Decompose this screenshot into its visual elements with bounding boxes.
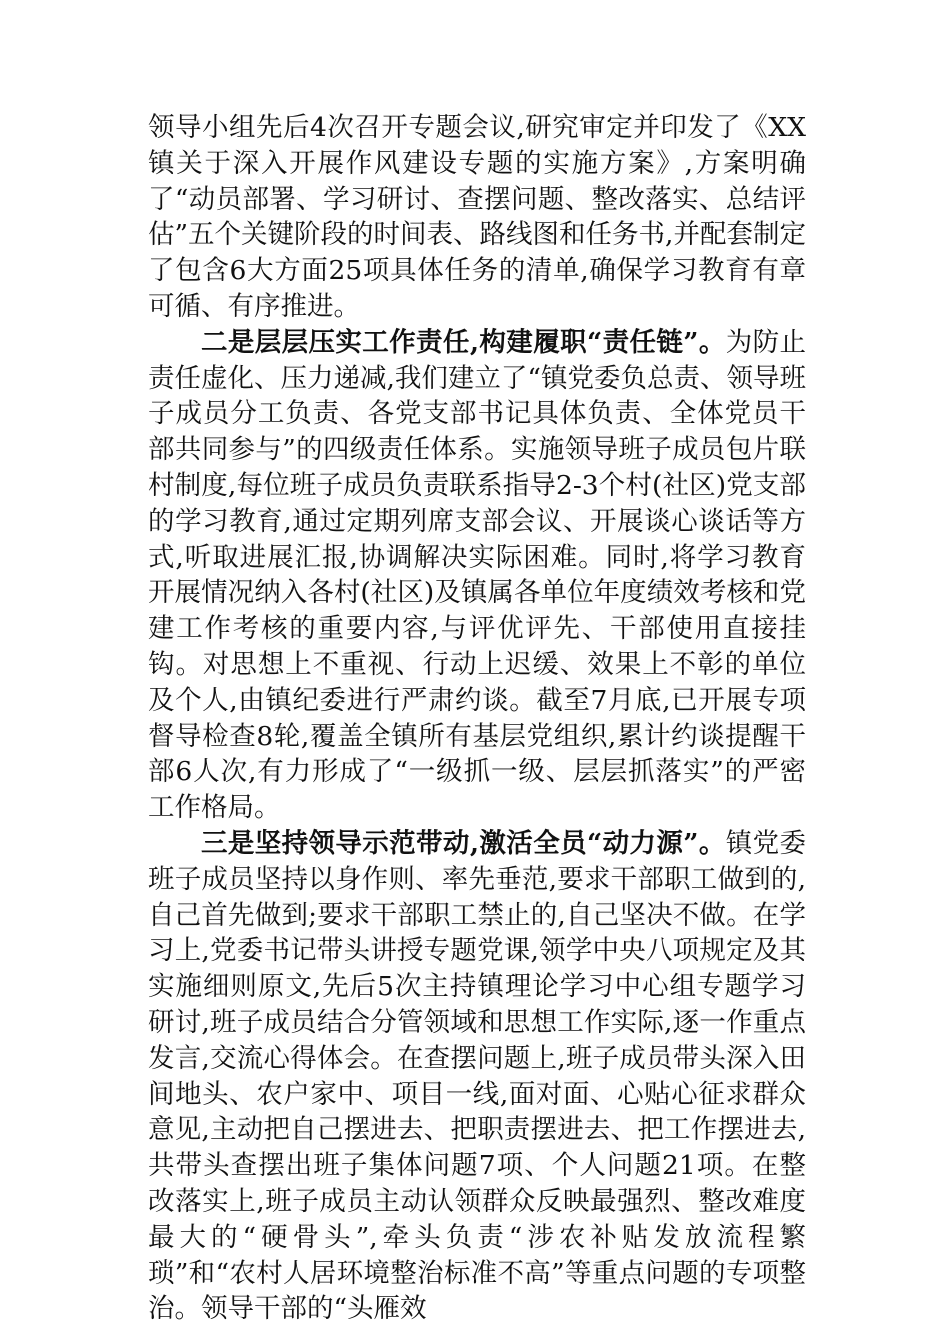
document-body: [148, 110, 806, 1327]
paragraph-1-body: 领导小组先后4次召开专题会议,研究审定并印发了《XX镇关于深入开展作风建设专题的实施方案》,方案明确了“动员部署、学习研讨、查摆问题、整改落实、总结评估”五个关键阶段的时间表、路线图和任务书,并配套制定了包含6大方面25项具体任务的清单,确保学习教育有章可循、有序推进。: [148, 112, 806, 322]
paragraph-3-body: 镇党委班子成员坚持以身作则、率先垂范,要求干部职工做到的,自己首先做到;要求干部职工禁止的,自己坚决不做。在学习上,党委书记带头讲授专题党课,领学中央八项规定及其实施细则原文,先后5次主持镇理论学习中心组专题学习研讨,班子成员结合分管领域和思想工作实际,逐一作重点发言,交流心得体会。在查摆问题上,班子成员带头深入田间地头、农户家中、项目一线,面对面、心贴心征求群众意见,主动把自己摆进去、把职责摆进去、把工作摆进去,共带头查摆出班子集体问题7项、个人问题21项。在整改落实上,班子成员主动认领群众反映最强烈、整改难度最大的“硬骨头”,牵头负责“涉农补贴发放流程繁琐”和“农村人居环境整治标准不高”等重点问题的专项整治。领导干部的“头雁效: [148, 827, 806, 1325]
paragraph-2: [148, 325, 806, 826]
paragraph-2-lead: 二是层层压实工作责任,构建履职“责任链”。: [201, 326, 726, 358]
paragraph-3: [148, 826, 806, 1327]
paragraph-2-body: 为防止责任虚化、压力递减,我们建立了“镇党委负总责、领导班子成员分工负责、各党支部书记具体负责、全体党员干部共同参与”的四级责任体系。实施领导班子成员包片联村制度,每位班子成员负责联系指导2-3个村(社区)党支部的学习教育,通过定期列席支部会议、开展谈心谈话等方式,听取进展汇报,协调解决实际困难。同时,将学习教育开展情况纳入各村(社区)及镇属各单位年度绩效考核和党建工作考核的重要内容,与评优评先、干部使用直接挂钩。对思想上不重视、行动上迟缓、效果上不彰的单位及个人,由镇纪委进行严肃约谈。截至7月底,已开展专项督导检查8轮,覆盖全镇所有基层党组织,累计约谈提醒干部6人次,有力形成了“一级抓一级、层层抓落实”的严密工作格局。: [148, 326, 806, 824]
paragraph-3-lead: 三是坚持领导示范带动,激活全员“动力源”。: [201, 827, 726, 859]
paragraph-1: [148, 110, 806, 325]
